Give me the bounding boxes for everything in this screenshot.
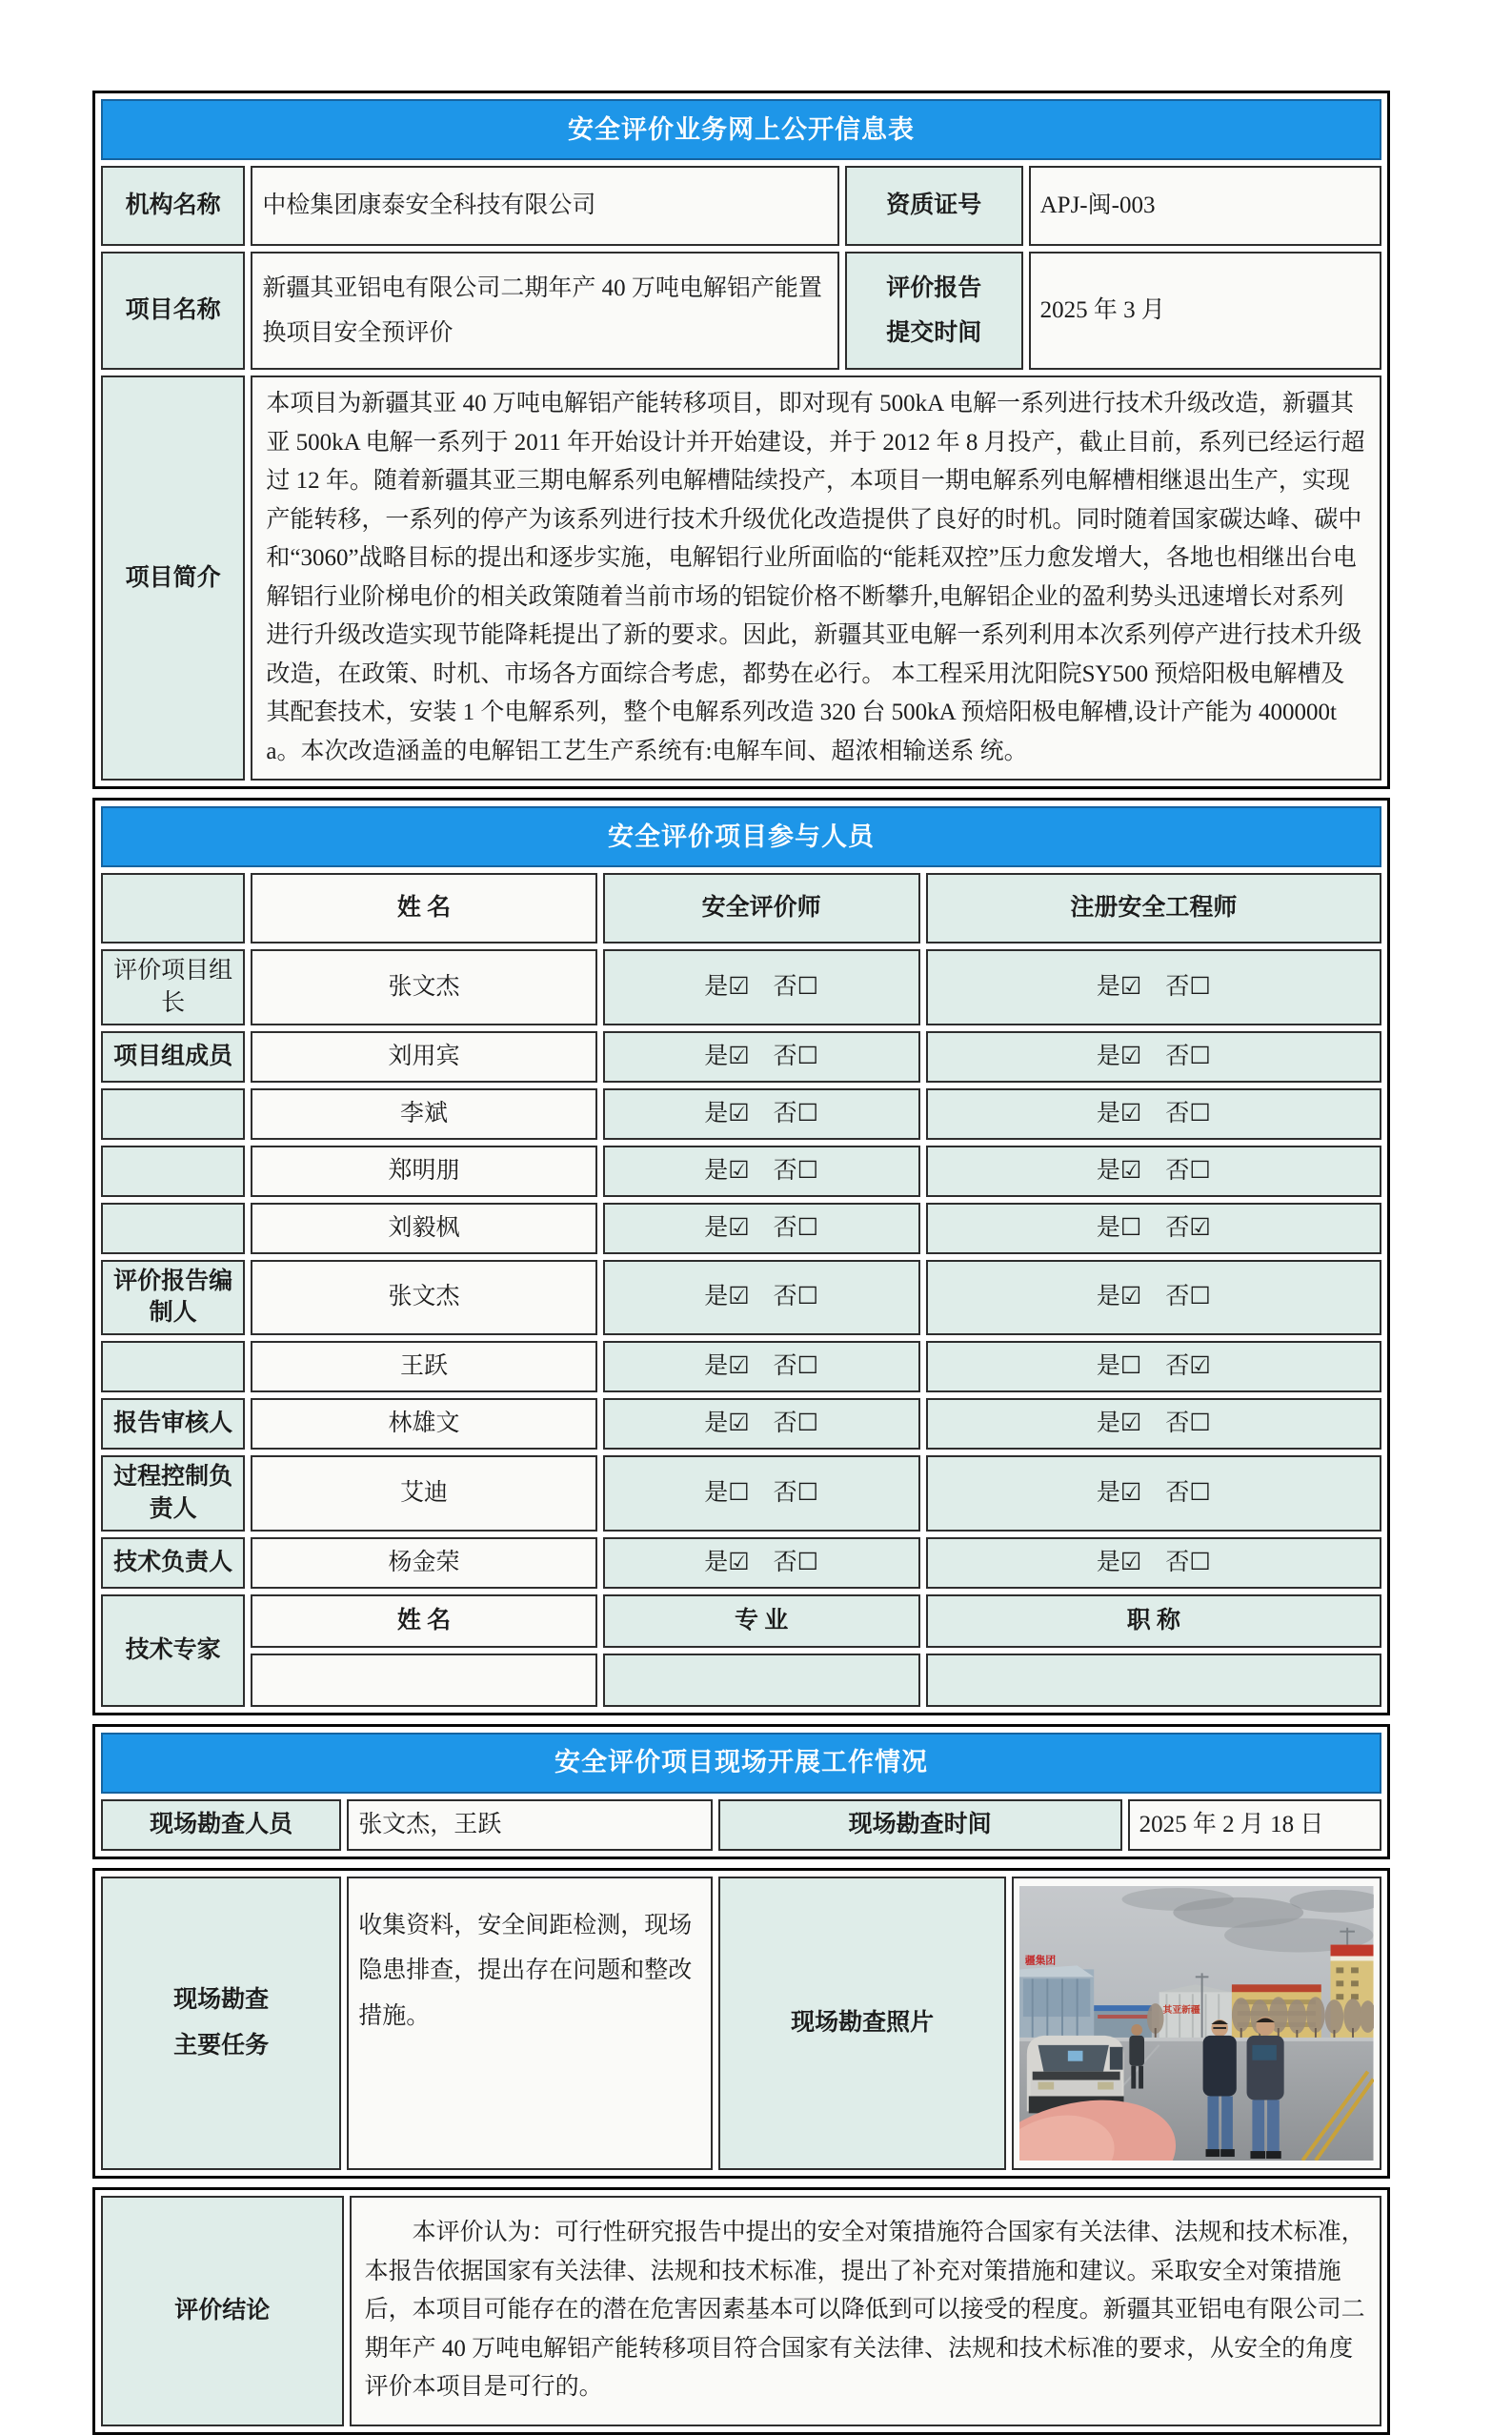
photo-sign-text: 疆集团 bbox=[1025, 1954, 1057, 1966]
participant-name: 张文杰 bbox=[251, 949, 596, 1025]
participant-row bbox=[101, 1031, 1381, 1083]
expert-header-row bbox=[101, 1594, 1381, 1648]
role-label: 评价报告编制人 bbox=[101, 1260, 245, 1336]
site-survey-photo bbox=[1019, 1886, 1374, 2161]
section-site-photo bbox=[92, 1868, 1390, 2179]
survey-photo-label: 现场勘查照片 bbox=[718, 1877, 1007, 2170]
role-label bbox=[101, 1341, 245, 1392]
report-time-label-line2: 提交时间 bbox=[886, 320, 982, 346]
participant-row bbox=[101, 1203, 1381, 1254]
report-time-label bbox=[845, 252, 1023, 370]
table-row bbox=[101, 375, 1381, 781]
participants-header-row bbox=[101, 873, 1381, 944]
engineer-checkbox: 是☑ 否☐ bbox=[926, 1260, 1381, 1336]
section-site-work bbox=[92, 1724, 1390, 1859]
engineer-checkbox: 是☑ 否☐ bbox=[926, 1031, 1381, 1083]
engineer-checkbox: 是☑ 否☐ bbox=[926, 949, 1381, 1025]
engineer-checkbox: 是☐ 否☑ bbox=[926, 1203, 1381, 1254]
expert-empty-row bbox=[101, 1654, 1381, 1707]
evaluator-checkbox: 是☑ 否☐ bbox=[603, 1088, 920, 1140]
evaluator-checkbox: 是☐ 否☐ bbox=[603, 1455, 920, 1532]
evaluator-column-header: 安全评价师 bbox=[603, 873, 920, 944]
section-conclusion bbox=[92, 2187, 1390, 2435]
participant-row bbox=[101, 1341, 1381, 1392]
participant-row bbox=[101, 1455, 1381, 1532]
participant-name: 李斌 bbox=[251, 1088, 596, 1140]
table-row bbox=[101, 252, 1381, 370]
project-brief-text: 本项目为新疆其亚 40 万吨电解铝产能转移项目，即对现有 500kA 电解一系列进行技术升级改造，新疆其亚 500kA 电解一系列于 2011 年开始设计并开始建设，并于 2012 年 8 月投产，截止目前，系列已经运行超过 12 年。随着新疆其亚三期电解系列电解槽陆续投产，本项目一期电解系列电解槽相继退出生产，实现产能转移，一系列的停产为该系列进行技术升级优化改造提供了良好的时机。同时随着国家碳达峰、碳中和“3060”战略目标的提出和逐步实施，电解铝行业所面临的“能耗双控”压力愈发增大，各地也相继出台电解铝行业阶梯电价的相关政策随着当前市场的铝锭价格不断攀升,电解铝企业的盈利势头迅速增长对系列进行升级改造实现节能降耗提出了新的要求。因此，新疆其亚电解一系列利用本次系列停产进行技术升级改造，在政策、时机、市场各方面综合考虑，都势在必行。 本工程采用沈阳院SY500 预焙阳极电解槽及其配套技术，安装 1 个电解系列，整个电解系列改造 320 台 500kA 预焙阳极电解槽,设计产能为 400000ta。本次改造涵盖的电解铝工艺生产系统有:电解车间、超浓相输送系 统。 bbox=[251, 375, 1381, 781]
evaluator-checkbox: 是☑ 否☐ bbox=[603, 1203, 920, 1254]
participant-row bbox=[101, 1537, 1381, 1589]
engineer-checkbox: 是☑ 否☐ bbox=[926, 1146, 1381, 1197]
evaluator-checkbox: 是☑ 否☐ bbox=[603, 1146, 920, 1197]
survey-task-label-line2: 主要任务 bbox=[173, 2032, 270, 2059]
expert-major-header: 专 业 bbox=[603, 1594, 920, 1648]
role-label bbox=[101, 1203, 245, 1254]
evaluator-checkbox: 是☑ 否☐ bbox=[603, 1537, 920, 1589]
participant-name: 王跃 bbox=[251, 1341, 596, 1392]
expert-major-empty bbox=[603, 1654, 920, 1707]
role-label: 技术负责人 bbox=[101, 1537, 245, 1589]
cert-number-label: 资质证号 bbox=[845, 166, 1023, 246]
evaluator-checkbox: 是☑ 否☐ bbox=[603, 1341, 920, 1392]
survey-time-label: 现场勘查时间 bbox=[718, 1799, 1122, 1851]
conclusion-label: 评价结论 bbox=[101, 2196, 344, 2426]
expert-name-empty bbox=[251, 1654, 596, 1707]
section3-title: 安全评价项目现场开展工作情况 bbox=[101, 1733, 1381, 1794]
participant-name: 艾迪 bbox=[251, 1455, 596, 1532]
evaluator-checkbox: 是☑ 否☐ bbox=[603, 1398, 920, 1450]
site-photo-row bbox=[101, 1877, 1381, 2170]
participant-name: 郑明朋 bbox=[251, 1146, 596, 1197]
expert-title-empty bbox=[926, 1654, 1381, 1707]
role-label: 项目组成员 bbox=[101, 1031, 245, 1083]
participant-row bbox=[101, 1260, 1381, 1336]
evaluator-checkbox: 是☑ 否☐ bbox=[603, 949, 920, 1025]
expert-name-header: 姓 名 bbox=[251, 1594, 596, 1648]
expert-title-header: 职 称 bbox=[926, 1594, 1381, 1648]
table-row bbox=[101, 166, 1381, 246]
section2-title: 安全评价项目参与人员 bbox=[101, 806, 1381, 867]
engineer-column-header: 注册安全工程师 bbox=[926, 873, 1381, 944]
survey-task-label bbox=[101, 1877, 341, 2170]
survey-task-label-line1: 现场勘查 bbox=[173, 1987, 270, 2013]
role-label bbox=[101, 1146, 245, 1197]
participant-name: 林雄文 bbox=[251, 1398, 596, 1450]
participant-name: 刘用宾 bbox=[251, 1031, 596, 1083]
document-page bbox=[92, 0, 1390, 2435]
participant-name: 刘毅枫 bbox=[251, 1203, 596, 1254]
conclusion-row bbox=[101, 2196, 1381, 2426]
role-label: 过程控制负责人 bbox=[101, 1455, 245, 1532]
participant-row bbox=[101, 1146, 1381, 1197]
role-label bbox=[101, 1088, 245, 1140]
role-label: 报告审核人 bbox=[101, 1398, 245, 1450]
engineer-checkbox: 是☑ 否☐ bbox=[926, 1455, 1381, 1532]
expert-label: 技术专家 bbox=[101, 1594, 245, 1707]
surveyors-label: 现场勘查人员 bbox=[101, 1799, 341, 1851]
org-name-label: 机构名称 bbox=[101, 166, 245, 246]
project-name-label: 项目名称 bbox=[101, 252, 245, 370]
participant-name: 杨金荣 bbox=[251, 1537, 596, 1589]
survey-photo-cell bbox=[1012, 1877, 1381, 2170]
name-column-header: 姓 名 bbox=[251, 873, 596, 944]
engineer-checkbox: 是☑ 否☐ bbox=[926, 1537, 1381, 1589]
participant-row bbox=[101, 1088, 1381, 1140]
engineer-checkbox: 是☑ 否☐ bbox=[926, 1088, 1381, 1140]
section-public-info bbox=[92, 91, 1390, 789]
survey-time-value: 2025 年 2 月 18 日 bbox=[1128, 1799, 1381, 1851]
section-participants bbox=[92, 798, 1390, 1715]
project-name-value: 新疆其亚铝电有限公司二期年产 40 万吨电解铝产能置换项目安全预评价 bbox=[251, 252, 839, 370]
project-brief-label: 项目简介 bbox=[101, 375, 245, 781]
engineer-checkbox: 是☑ 否☐ bbox=[926, 1398, 1381, 1450]
engineer-checkbox: 是☐ 否☑ bbox=[926, 1341, 1381, 1392]
org-name-value: 中检集团康泰安全科技有限公司 bbox=[251, 166, 839, 246]
conclusion-text: 本评价认为：可行性研究报告中提出的安全对策措施符合国家有关法律、法规和技术标准，本报告依据国家有关法律、法规和技术标准，提出了补充对策措施和建议。采取安全对策措施后，本项目可能存在的潜在危害因素基本可以降低到可以接受的程度。新疆其亚铝电有限公司二期年产 40 万吨电解铝产能转移项目符合国家有关法律、法规和技术标准的要求，从安全的角度评价本项目是可行的。 bbox=[350, 2196, 1381, 2426]
participant-name: 张文杰 bbox=[251, 1260, 596, 1336]
evaluator-checkbox: 是☑ 否☐ bbox=[603, 1260, 920, 1336]
cert-number-value: APJ-闽-003 bbox=[1029, 166, 1381, 246]
photo-sign2-text: 其亚新疆 bbox=[1163, 2004, 1201, 2016]
site-survey-row bbox=[101, 1799, 1381, 1851]
participant-row bbox=[101, 949, 1381, 1025]
role-header-blank bbox=[101, 873, 245, 944]
surveyors-value: 张文杰，王跃 bbox=[347, 1799, 712, 1851]
section1-title: 安全评价业务网上公开信息表 bbox=[101, 99, 1381, 160]
report-time-value: 2025 年 3 月 bbox=[1029, 252, 1381, 370]
report-time-label-line1: 评价报告 bbox=[886, 274, 982, 301]
photo-low-building bbox=[1095, 2009, 1153, 2039]
survey-task-value: 收集资料，安全间距检测，现场隐患排查，提出存在问题和整改措施。 bbox=[347, 1877, 712, 2170]
role-label: 评价项目组长 bbox=[101, 949, 245, 1025]
evaluator-checkbox: 是☑ 否☐ bbox=[603, 1031, 920, 1083]
participant-row bbox=[101, 1398, 1381, 1450]
